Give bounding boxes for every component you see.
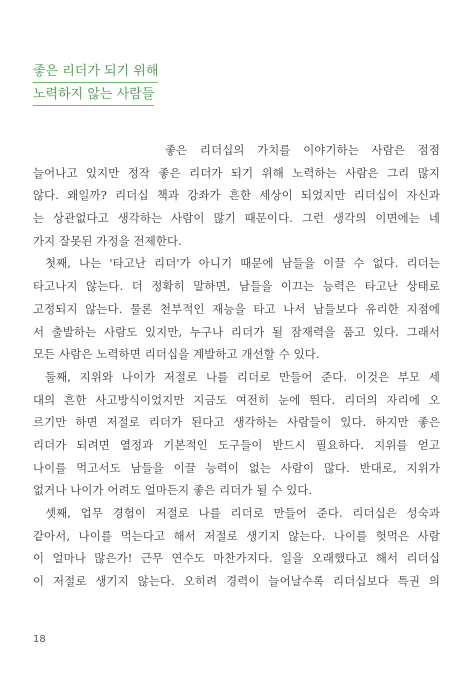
- text-line: 리더가 되려면 열정과 기본적인 도구들이 반드시 필요하다. 지위를 얻고: [33, 437, 440, 452]
- chapter-heading: [33, 60, 159, 102]
- text-line: 이 저절로 생기지 않는다. 오히려 경력이 늘어날수록 리더십보다 특권 의: [33, 574, 440, 589]
- text-line: 이 얼마나 많은가! 근무 연수도 마찬가지다. 일을 오래했다고 해서 리더십: [33, 551, 440, 566]
- text-line: 모든 사람은 노력하면 리더십을 계발하고 개선할 수 있다.: [33, 347, 320, 362]
- text-line: 같아서, 나이를 먹는다고 해서 저절로 생기지 않는다. 나이를 헛먹은 사람: [33, 528, 440, 543]
- text-line: 르기만 하면 저절로 리더가 된다고 생각하는 사람들이 있다. 하지만 좋은: [33, 415, 440, 430]
- text-line: 둘째, 지위와 나이가 저절로 나를 리더로 만들어 준다. 이것은 부모 세: [45, 369, 440, 384]
- text-line: 대의 흔한 사고방식이었지만 지금도 여전히 눈에 띈다. 리더의 자리에 오: [33, 392, 440, 407]
- paragraph-third: [33, 502, 440, 593]
- paragraph-second: [33, 366, 440, 502]
- text-line: 타고나지 않는다. 더 정확히 말하면, 남들을 이끄는 능력은 타고난 상태로: [33, 279, 440, 294]
- text-line: 가지 잘못된 가정을 전제한다.: [33, 233, 182, 248]
- heading-line-2: 노력하지 않는 사람들: [33, 86, 154, 106]
- text-line: 서 출발하는 사람도 있지만, 누구나 리더가 될 잠재력을 품고 있다. 그래서: [33, 324, 440, 339]
- text-line: 셋째, 업무 경험이 저절로 나를 리더로 만들어 준다. 리더십은 성숙과: [45, 506, 440, 520]
- heading-line-1: 좋은 리더가 되기 위해: [33, 63, 158, 83]
- page-number: 18: [33, 634, 46, 645]
- text-line: 첫째, 나는 '타고난 리더'가 아니기 때문에 남들을 이끌 수 없다. 리더는: [45, 256, 440, 271]
- body-text: [33, 139, 440, 593]
- text-line: 않다. 왜일까? 리더십 책과 강좌가 흔한 세상이 되었지만 리더십이 자신과: [33, 188, 440, 203]
- text-line: 고정되지 않는다. 물론 천부적인 재능을 타고 나서 남들보다 유리한 지점에: [33, 301, 440, 316]
- paragraph-intro: [33, 139, 440, 252]
- text-line: 나이를 먹고서도 남들을 이끌 능력이 없는 사람이 많다. 반대로, 지위가: [33, 460, 440, 475]
- paragraph-first: [33, 252, 440, 365]
- text-line: 없거나 나이가 어려도 얼마든지 좋은 리더가 될 수 있다.: [33, 483, 313, 498]
- text-line: 좋은 리더십의 가치를 이야기하는 사람은 점점: [165, 143, 440, 157]
- text-line: 는 상관없다고 생각하는 사람이 많기 때문이다. 그런 생각의 이면에는 네: [33, 211, 440, 226]
- text-line: 늘어나고 있지만 정작 좋은 리더가 되기 위해 노력하는 사람은 그리 많지: [33, 165, 440, 180]
